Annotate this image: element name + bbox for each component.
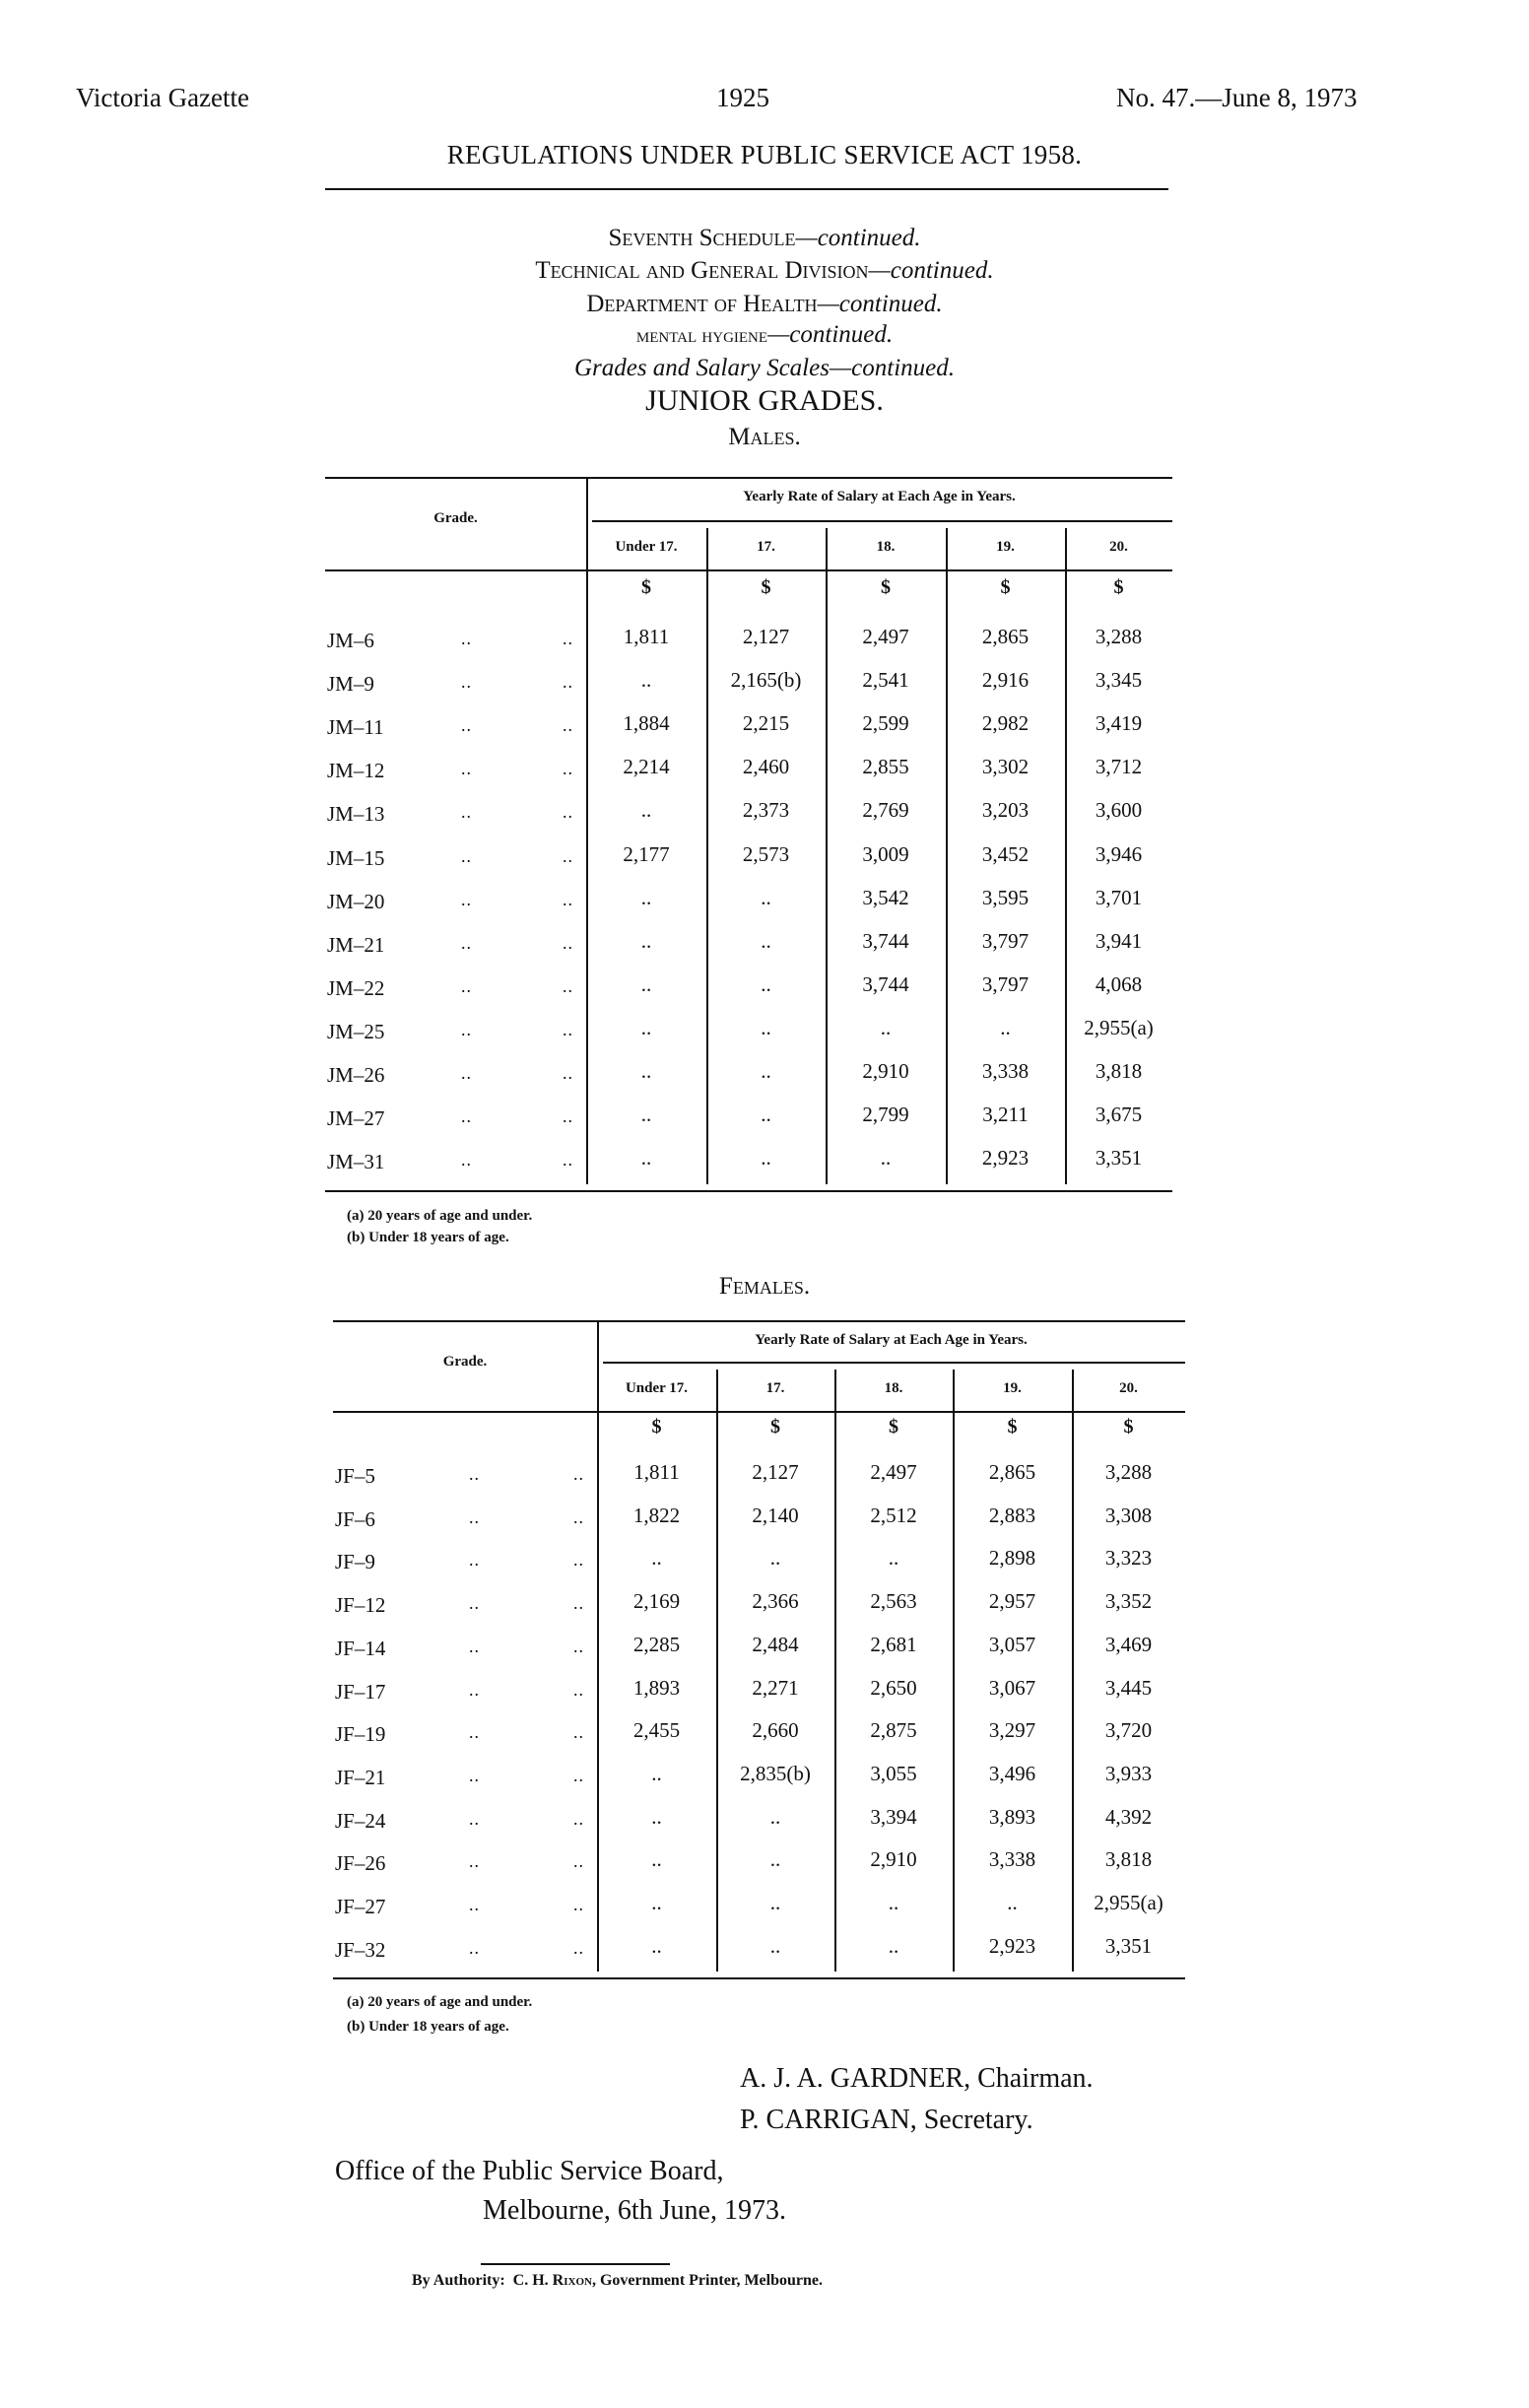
division-name: Technical and General Division [535,257,869,284]
leader-dots: .. [573,1464,584,1484]
salary-cell: 2,165(b) [730,668,802,693]
salary-cell: 3,797 [981,971,1030,996]
age-column-header: 17. [765,1380,785,1396]
salary-cell: 2,835(b) [740,1761,811,1785]
leader-dots: .. [461,1063,472,1083]
salary-cell: 3,323 [1104,1546,1153,1571]
salary-cell: 2,650 [870,1675,917,1700]
page-number: 1925 [716,83,769,112]
salary-cell: .. [880,1146,892,1171]
age-column-header: 17. [757,539,775,555]
salary-cell: 3,600 [1095,798,1143,823]
salary-cell: 2,563 [870,1589,917,1614]
salary-cell: .. [640,798,652,823]
salary-cell: .. [640,1059,652,1083]
leader-dots: .. [563,629,573,648]
grade-label: JM–9 [327,672,374,697]
leader-dots: .. [469,1765,480,1785]
continued-text: —continued. [817,291,943,317]
continued-text: —continued. [829,355,956,381]
salary-cell: 3,946 [1095,841,1143,866]
salary-cell: 3,818 [1104,1847,1153,1872]
salary-cell: 2,373 [742,798,790,823]
salary-cell: 1,893 [632,1675,681,1700]
grade-label: JM–15 [327,845,385,870]
issue-date: No. 47.—June 8, 1973 [1116,83,1358,112]
salary-cell: 2,271 [752,1675,799,1700]
salary-cell: 3,595 [981,885,1030,909]
salary-cell: 3,893 [988,1804,1036,1829]
leader-dots: .. [573,1593,584,1614]
salary-cell: 2,484 [752,1632,799,1656]
males-footnote-a: (a) 20 years of age and under. [347,1208,533,1224]
salary-cell: 3,351 [1104,1933,1153,1958]
currency-symbol: $ [761,576,771,598]
salary-cell: 2,460 [742,755,790,779]
grade-label: JF–9 [335,1550,375,1574]
salary-cell: 2,127 [742,625,790,648]
salary-cell: 3,055 [870,1761,917,1785]
salary-cell: .. [640,1015,652,1039]
salary-cell: 2,497 [862,625,909,648]
leader-dots: .. [461,759,472,779]
salary-cell: 2,982 [981,711,1030,736]
salary-cell: .. [769,1804,781,1829]
grade-label: JF–21 [335,1765,386,1789]
leader-dots: .. [573,1808,584,1829]
grades-scales-name: Grades and Salary Scales [573,355,830,381]
salary-cell: 2,799 [862,1103,909,1127]
continued-text: —continued. [868,257,994,284]
branch-name: mental hygiene [635,323,768,347]
salary-cell: 2,923 [988,1933,1036,1958]
group-header-rule [592,520,1172,522]
column-group-header: Yearly Rate of Salary at Each Age in Years. [755,1332,1028,1348]
leader-dots: .. [563,1150,573,1171]
salary-cell: 3,351 [1095,1146,1143,1171]
salary-cell: 3,744 [862,971,909,996]
salary-cell: 2,285 [632,1632,681,1656]
salary-cell: 3,542 [862,885,909,909]
grade-label: JF–24 [335,1808,386,1833]
salary-cell: 3,009 [862,841,909,866]
grade-label: JF–6 [335,1506,375,1531]
currency-symbol: $ [1000,576,1011,598]
age-column-header: Under 17. [615,539,678,555]
leader-dots: .. [469,1636,480,1656]
salary-cell: 2,769 [862,798,909,823]
grade-label: JF–5 [335,1464,375,1488]
department-name: Department of Health [586,291,818,317]
leader-dots: .. [469,1722,480,1743]
leader-dots: .. [563,932,573,953]
grade-label: JM–12 [327,759,385,783]
table-bottom-rule [333,1977,1185,1979]
grade-label: JM–22 [327,975,385,1000]
salary-cell: .. [640,885,652,909]
salary-cell: 3,067 [988,1675,1036,1700]
salary-cell: 2,455 [632,1718,681,1743]
salary-cell: 2,573 [742,841,790,866]
age-column-header: 20. [1109,539,1128,555]
salary-cell: 3,338 [981,1059,1030,1083]
salary-cell: 2,957 [988,1589,1036,1614]
leader-dots: .. [563,889,573,909]
grade-label: JM–31 [327,1150,385,1174]
salary-cell: .. [640,1103,652,1127]
grade-label: JM–21 [327,932,385,957]
salary-cell: .. [640,1146,652,1171]
column-group-header: Yearly Rate of Salary at Each Age in Years. [743,489,1016,504]
salary-cell: .. [888,1933,899,1958]
salary-cell: 2,366 [752,1589,799,1614]
salary-cell: 3,394 [870,1804,917,1829]
leader-dots: .. [573,1937,584,1958]
document-title: REGULATIONS UNDER PUBLIC SERVICE ACT 1958. [446,140,1083,169]
leader-dots: .. [563,975,573,996]
currency-symbol: $ [770,1416,780,1438]
publication-name: Victoria Gazette [76,83,250,112]
salary-cell: 2,140 [752,1503,799,1527]
heading-division [0,257,1529,285]
salary-cell: 2,512 [870,1503,917,1527]
salary-cell: 2,681 [870,1632,917,1656]
salary-cell: .. [1007,1891,1018,1914]
leader-dots: .. [563,1019,573,1039]
salary-cell: 2,875 [870,1718,917,1743]
grade-label: JM–11 [327,715,384,740]
salary-cell: 3,057 [988,1632,1036,1656]
salary-cell: 2,883 [988,1503,1036,1527]
salary-cell: .. [761,1146,771,1171]
salary-cell: 3,203 [981,798,1030,823]
leader-dots: .. [461,889,472,909]
imprint-suffix: , Government Printer, Melbourne. [591,2272,823,2289]
salary-cell: 3,675 [1095,1103,1143,1127]
salary-cell: 3,712 [1095,755,1143,779]
salary-cell: .. [651,1761,662,1785]
salary-cell: 3,452 [981,841,1030,866]
heading-branch [0,321,1529,349]
leader-dots: .. [563,759,573,779]
title-rule [325,188,1168,190]
schedule-name: Seventh Schedule [608,225,796,251]
leader-dots: .. [469,1851,480,1872]
group-header-rule [603,1362,1185,1364]
salary-cell: .. [761,1015,771,1039]
leader-dots: .. [461,672,472,693]
currency-symbol: $ [881,576,891,598]
grade-label: JM–13 [327,802,385,827]
continued-text: —continued. [767,321,894,348]
currency-symbol: $ [641,576,651,598]
leader-dots: .. [573,1506,584,1527]
grade-label: JF–14 [335,1636,386,1660]
heading-grades-scales [0,355,1529,382]
leader-dots: .. [469,1895,480,1914]
leader-dots: .. [461,629,472,648]
office-line-2: Melbourne, 6th June, 1973. [483,2195,786,2226]
chairman-signature: A. J. A. GARDNER, Chairman. [740,2063,1094,2094]
leader-dots: .. [461,845,472,866]
currency-symbol: $ [1123,1416,1134,1438]
salary-cell: 2,660 [752,1718,799,1743]
leader-dots: .. [461,1019,472,1039]
salary-cell: 1,884 [623,711,670,736]
currency-symbol: $ [1113,576,1124,598]
salary-cell: 2,127 [752,1460,799,1484]
currency-symbol: $ [651,1416,662,1438]
heading-schedule [0,225,1529,252]
salary-cell: 2,497 [870,1460,917,1484]
heading-males: Males. [728,424,801,450]
salary-cell: 3,445 [1104,1675,1153,1700]
salary-cell: 2,214 [623,755,670,779]
leader-dots: .. [461,1106,472,1127]
salary-cell: 2,215 [742,711,790,736]
age-column-header: Under 17. [625,1380,689,1396]
salary-cell: .. [769,1847,781,1872]
salary-cell: 4,392 [1104,1804,1153,1829]
leader-dots: .. [573,1895,584,1914]
salary-cell: .. [761,1059,771,1083]
age-column-header: 20. [1119,1380,1138,1396]
header-bottom-rule [333,1411,1185,1413]
age-column-header: 19. [1003,1380,1022,1396]
salary-cell: 3,308 [1104,1503,1153,1527]
age-column-header: 18. [884,1380,903,1396]
salary-cell: 2,177 [623,841,670,866]
grade-column-header: Grade. [433,510,478,526]
grade-label: JM–25 [327,1019,385,1043]
leader-dots: .. [461,1150,472,1171]
salary-cell: 3,288 [1104,1460,1153,1484]
grade-label: JF–19 [335,1722,386,1747]
salary-cell: .. [888,1546,899,1571]
salary-cell: 3,797 [981,928,1030,953]
leader-dots: .. [469,1506,480,1527]
leader-dots: .. [573,1722,584,1743]
leader-dots: .. [461,932,472,953]
age-column-header: 18. [876,539,896,555]
grade-label: JF–17 [335,1679,386,1704]
salary-cell: 3,345 [1095,668,1143,693]
salary-cell: 3,302 [981,755,1030,779]
salary-cell: 3,933 [1104,1761,1153,1785]
leader-dots: .. [573,1679,584,1700]
salary-cell: 1,811 [633,1460,680,1484]
currency-symbol: $ [889,1416,898,1438]
salary-cell: 2,923 [981,1146,1030,1171]
salary-cell: 2,955(a) [1084,1015,1154,1039]
salary-cell: 4,068 [1095,971,1143,996]
continued-text: —continued. [795,225,921,251]
salary-cell: 2,169 [632,1589,681,1614]
leader-dots: .. [573,1550,584,1571]
salary-cell: .. [769,1891,781,1914]
salary-cell: .. [1000,1015,1011,1039]
grade-column-header: Grade. [442,1354,488,1370]
leader-dots: .. [469,1679,480,1700]
salary-cell: 1,822 [632,1503,681,1527]
salary-cell: .. [769,1933,781,1958]
salary-cell: .. [651,1891,662,1914]
imprint-prefix: By Authority: [412,2272,505,2289]
salary-cell: .. [651,1804,662,1829]
salary-cell: 3,211 [982,1103,1029,1127]
office-line-1: Office of the Public Service Board, [335,2156,724,2186]
salary-cell: .. [888,1891,899,1914]
salary-cell: .. [761,971,771,996]
grade-label: JF–12 [335,1593,386,1618]
table-top-rule [333,1320,1185,1322]
salary-cell: 3,818 [1095,1059,1143,1083]
table-bottom-rule [325,1190,1172,1192]
grade-label: JF–27 [335,1895,386,1918]
salary-cell: .. [761,1103,771,1127]
salary-cell: 1,811 [623,625,670,648]
grade-label: JM–27 [327,1106,385,1131]
salary-cell: 3,496 [988,1761,1036,1785]
salary-cell: 2,916 [981,668,1030,693]
salary-cell: 2,865 [981,625,1030,648]
leader-dots: .. [461,975,472,996]
salary-cell: .. [640,928,652,953]
grade-label: JF–32 [335,1937,386,1962]
grade-label: JM–6 [327,629,374,652]
grade-label: JM–20 [327,889,385,913]
heading-junior-grades: JUNIOR GRADES. [645,384,884,417]
salary-cell: .. [761,885,771,909]
salary-cell: 2,865 [988,1460,1036,1484]
salary-cell: .. [640,971,652,996]
secretary-signature: P. CARRIGAN, Secretary. [740,2105,1033,2135]
salary-cell: 2,898 [988,1546,1036,1571]
salary-cell: 2,855 [862,755,909,779]
table-top-rule [325,477,1172,479]
leader-dots: .. [563,802,573,823]
heading-females: Females. [718,1273,811,1300]
salary-cell: 3,469 [1104,1632,1153,1656]
salary-cell: 3,701 [1095,885,1143,909]
leader-dots: .. [461,715,472,736]
header-bottom-rule [325,569,1172,571]
leader-dots: .. [563,672,573,693]
leader-dots: .. [469,1550,480,1571]
leader-dots: .. [469,1593,480,1614]
leader-dots: .. [563,1106,573,1127]
salary-cell: .. [651,1546,662,1571]
leader-dots: .. [469,1808,480,1829]
salary-cell: .. [651,1933,662,1958]
leader-dots: .. [573,1765,584,1785]
leader-dots: .. [573,1851,584,1872]
leader-dots: .. [573,1636,584,1656]
salary-cell: 3,941 [1095,928,1143,953]
salary-cell: 2,955(a) [1094,1891,1163,1914]
leader-dots: .. [563,715,573,736]
imprint-rule [481,2263,670,2265]
salary-cell: .. [640,668,652,693]
leader-dots: .. [563,1063,573,1083]
printer-name: C. H. Rixon [512,2272,592,2289]
salary-cell: 2,599 [862,711,909,736]
leader-dots: .. [461,802,472,823]
heading-department [0,291,1529,318]
leader-dots: .. [469,1937,480,1958]
salary-cell: .. [880,1015,892,1039]
salary-cell: 2,910 [862,1059,909,1083]
imprint-line [412,2272,823,2290]
leader-dots: .. [469,1464,480,1484]
salary-cell: 3,720 [1104,1718,1153,1743]
salary-cell: 2,910 [870,1847,917,1872]
currency-symbol: $ [1007,1416,1018,1438]
salary-cell: .. [651,1847,662,1872]
salary-cell: 2,541 [862,668,909,693]
leader-dots: .. [563,845,573,866]
salary-cell: 3,297 [988,1718,1036,1743]
males-footnote-b: (b) Under 18 years of age. [347,1230,509,1245]
females-footnote-b: (b) Under 18 years of age. [347,2019,509,2035]
salary-cell: 3,352 [1104,1589,1153,1614]
salary-cell: .. [761,928,771,953]
salary-cell: 3,338 [988,1847,1036,1872]
salary-cell: 3,744 [862,928,909,953]
salary-cell: 3,288 [1095,625,1143,648]
females-footnote-a: (a) 20 years of age and under. [347,1994,533,2010]
grade-label: JM–26 [327,1063,385,1087]
age-column-header: 19. [996,539,1015,555]
salary-cell: .. [769,1546,781,1571]
salary-cell: 3,419 [1095,711,1143,736]
grade-label: JF–26 [335,1851,386,1876]
